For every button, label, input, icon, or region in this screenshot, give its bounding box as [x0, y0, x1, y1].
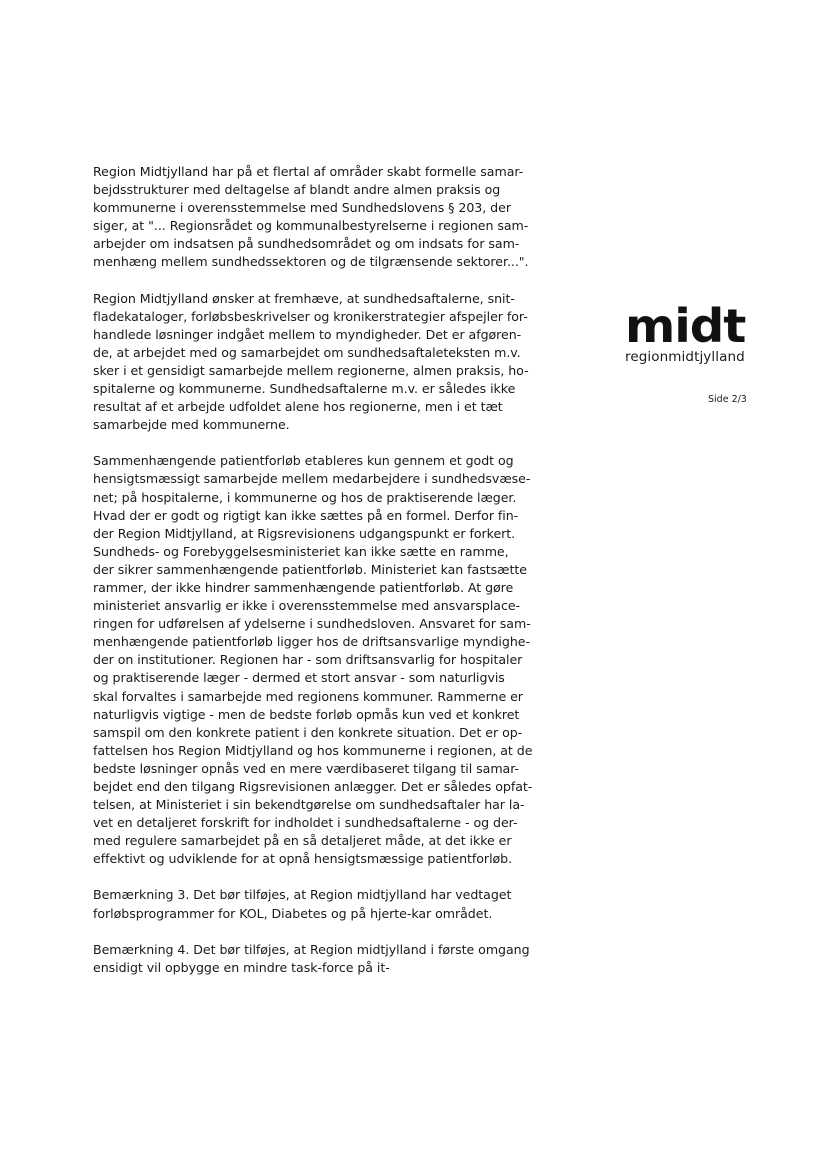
text-line: Hvad der er godt og rigtigt kan ikke sættes på en formel. Derfor fin-: [93, 507, 519, 523]
text-line: samarbejde med kommunerne.: [93, 417, 290, 433]
text-line: telsen, at Ministeriet i sin bekendtgørelse om sundhedsaftaler har la-: [93, 797, 525, 813]
text-line: med regulere samarbejdet på en så detaljeret måde, at det ikke er: [93, 833, 512, 849]
paragraph: [93, 886, 553, 922]
text-line: ringen for udførelsen af ydelserne i sundhedsloven. Ansvaret for sam-: [93, 616, 531, 632]
text-line: spitalerne og kommunerne. Sundhedsaftalerne m.v. er således ikke: [93, 381, 516, 397]
text-line: arbejder om indsatsen på sundhedsområdet og om indsats for sam-: [93, 236, 520, 252]
text-line: Sammenhængende patientforløb etableres kun gennem et godt og: [93, 453, 514, 469]
text-line: de, at arbejdet med og samarbejdet om sundhedsaftaleteksten m.v.: [93, 344, 521, 360]
text-line: fladekataloger, forløbsbeskrivelser og kronikerstrategier afspejler for-: [93, 308, 528, 324]
text-line: bejdet end den tilgang Rigsrevisionen anlægger. Det er således opfat-: [93, 779, 533, 794]
logo-subtitle: regionmidtjylland: [625, 349, 745, 365]
page-number: Side 2/3: [708, 394, 747, 405]
text-line: der on institutioner. Regionen har - som driftsansvarlig for hospitaler: [93, 652, 523, 668]
text-line: sker i et gensidigt samarbejde mellem regionerne, almen praksis, ho-: [93, 362, 529, 378]
paragraph: [93, 163, 553, 272]
text-line: Bemærkning 4. Det bør tilføjes, at Region midtjylland i første omgang: [93, 941, 530, 957]
text-line: handlede løsninger indgået mellem to myndigheder. Det er afgøren-: [93, 326, 522, 342]
text-line: siger, at "... Regionsrådet og kommunalbestyrelserne i regionen sam-: [93, 218, 529, 234]
text-line: resultat af et arbejde udfoldet alene hos regionerne, men i et tæt: [93, 399, 503, 415]
logo-wordmark: midt: [625, 299, 746, 353]
text-line: menhængende patientforløb ligger hos de driftsansvarlige myndighe-: [93, 634, 530, 650]
text-line: der sikrer sammenhængende patientforløb. Ministeriet kan fastsætte: [93, 561, 527, 577]
text-line: og praktiserende læger - dermed et stort ansvar - som naturligvis: [93, 670, 505, 686]
text-line: hensigtsmæssigt samarbejde mellem medarbejdere i sundhedsvæse-: [93, 471, 531, 487]
paragraph: [93, 452, 553, 868]
text-line: effektivt og udviklende for at opnå hensigtsmæssige patientforløb.: [93, 851, 513, 867]
text-line: Bemærkning 3. Det bør tilføjes, at Region midtjylland har vedtaget: [93, 887, 512, 903]
region-logo: [625, 299, 765, 366]
text-line: ensidigt vil opbygge en mindre task-force på it-: [93, 959, 390, 975]
text-line: ministeriet ansvarlig er ikke i overensstemmelse med ansvarsplace-: [93, 598, 521, 614]
text-line: skal forvaltes i samarbejde med regionens kommuner. Rammerne er: [93, 688, 523, 704]
text-line: bejdsstrukturer med deltagelse af blandt andre almen praksis og: [93, 182, 501, 198]
text-line: bedste løsninger opnås ved en mere værdibaseret tilgang til samar-: [93, 760, 520, 776]
text-line: vet en detaljeret forskrift for indholdet i sundhedsaftalerne - og der-: [93, 815, 518, 831]
text-line: menhæng mellem sundhedssektoren og de tilgrænsende sektorer...".: [93, 254, 529, 270]
paragraph: [93, 290, 553, 435]
text-line: forløbsprogrammer for KOL, Diabetes og på hjerte-kar området.: [93, 905, 493, 921]
paragraph: [93, 941, 553, 977]
text-line: net; på hospitalerne, i kommunerne og hos de praktiserende læger.: [93, 489, 517, 505]
text-line: samspil om den konkrete patient i den konkrete situation. Det er op-: [93, 724, 523, 740]
text-line: der Region Midtjylland, at Rigsrevisionens udgangspunkt er forkert.: [93, 525, 516, 541]
text-line: rammer, der ikke hindrer sammenhængende patientforløb. At gøre: [93, 579, 514, 595]
text-line: fattelsen hos Region Midtjylland og hos kommunerne i regionen, at de: [93, 742, 533, 758]
text-line: Region Midtjylland har på et flertal af områder skabt formelle samar-: [93, 164, 524, 179]
text-line: kommunerne i overensstemmelse med Sundhedslovens § 203, der: [93, 200, 511, 216]
letter-body: [93, 163, 553, 995]
text-line: Region Midtjylland ønsker at fremhæve, at sundhedsaftalerne, snit-: [93, 290, 515, 306]
text-line: naturligvis vigtige - men de bedste forløb opmås kun ved et konkret: [93, 706, 520, 722]
text-line: Sundheds- og Forebyggelsesministeriet kan ikke sætte en ramme,: [93, 543, 509, 559]
